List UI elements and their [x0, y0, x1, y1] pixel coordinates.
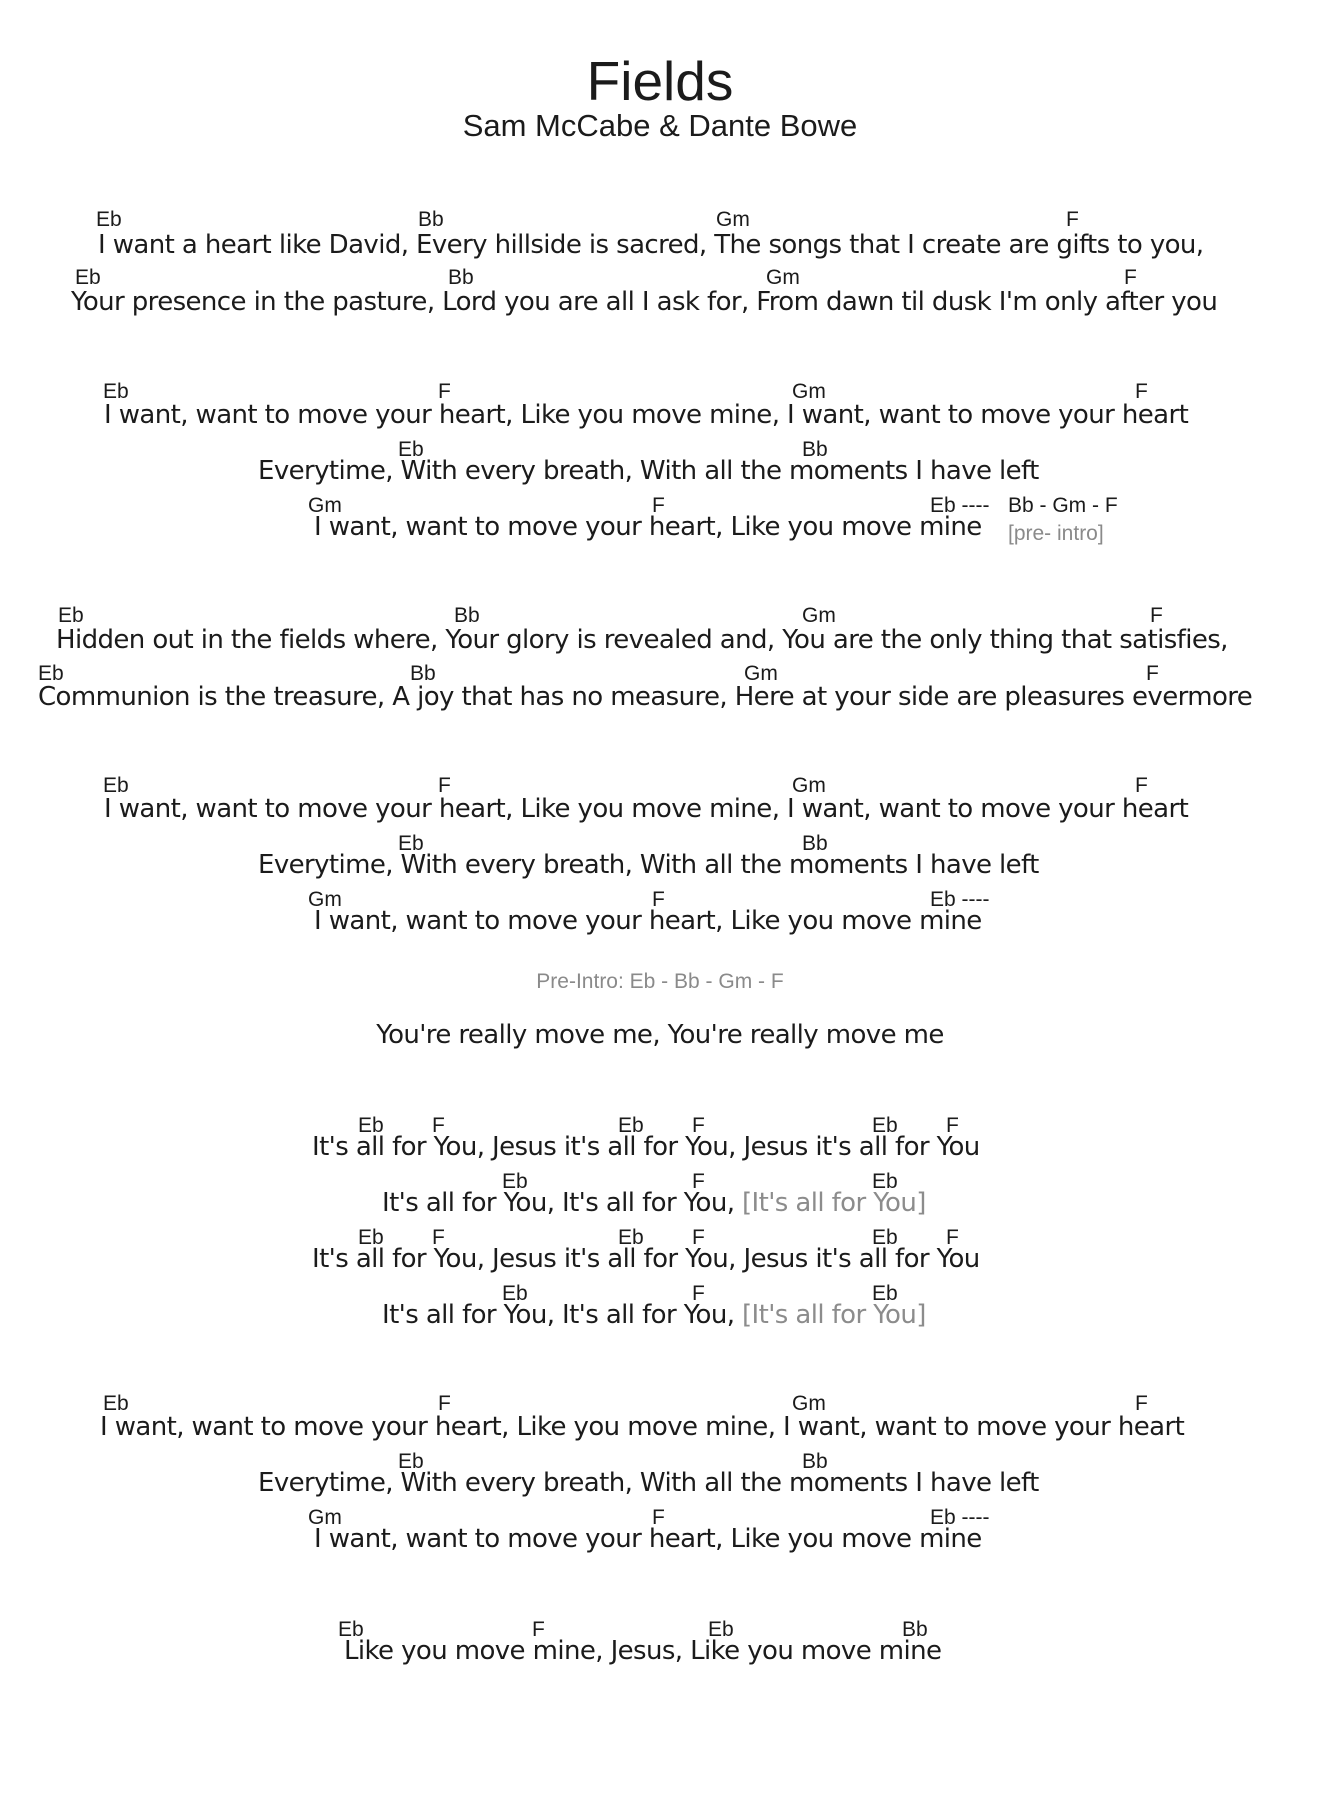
lyric-line: I want, want to move your heart, Like you move mine, I want, want to move your heart — [104, 400, 1189, 430]
lyric-line: Everytime, With every breath, With all the moments I have left — [258, 456, 1039, 486]
chord: Eb — [398, 832, 424, 855]
chord: F — [1124, 266, 1137, 289]
chord: Eb — [103, 774, 129, 797]
chord: Bb — [448, 266, 474, 289]
chord: Bb — [802, 832, 828, 855]
chord: Eb — [358, 1226, 384, 1249]
chord: Eb ---- — [930, 494, 990, 517]
lyric-line: Communion is the treasure, A joy that has no measure, Here at your side are pleasures evermore — [38, 682, 1253, 712]
chord: Bb — [802, 438, 828, 461]
chord: Eb — [708, 1618, 734, 1641]
chord: Gm — [716, 208, 750, 231]
chord: Bb — [454, 604, 480, 627]
chord: F — [438, 380, 451, 403]
chord: Gm — [308, 888, 342, 911]
chord: Eb ---- — [930, 888, 990, 911]
chord: F — [692, 1282, 705, 1305]
chord: F — [692, 1170, 705, 1193]
chord: Gm — [744, 662, 778, 685]
chord: F — [1135, 380, 1148, 403]
lyric-line: I want, want to move your heart, Like you move mine — [314, 906, 982, 936]
chord: Eb — [398, 1450, 424, 1473]
chord: F — [438, 1392, 451, 1415]
lyric-line: It's all for You, It's all for You, — [382, 1188, 735, 1218]
chord: Bb - Gm - F — [1008, 494, 1118, 517]
pre-intro-note: [pre- intro] — [1008, 522, 1104, 545]
interlude-line: You're really move me, You're really move me — [376, 1020, 944, 1050]
lyric-line: Everytime, With every breath, With all the moments I have left — [258, 850, 1039, 880]
chord: Eb — [618, 1226, 644, 1249]
chord: Gm — [308, 1506, 342, 1529]
chord: Eb — [502, 1282, 528, 1305]
chord: Bb — [802, 1450, 828, 1473]
chord: F — [432, 1114, 445, 1137]
chord: Eb — [338, 1618, 364, 1641]
chord: Bb — [418, 208, 444, 231]
lyric-line: I want a heart like David, Every hillside is sacred, The songs that I create are gifts to you, — [98, 230, 1204, 260]
chord: F — [432, 1226, 445, 1249]
chord: Eb — [872, 1226, 898, 1249]
chord: F — [692, 1114, 705, 1137]
chord: F — [652, 888, 665, 911]
chord: Gm — [792, 1392, 826, 1415]
lyric-line: It's all for You, It's all for You, — [382, 1300, 735, 1330]
lyric-line: I want, want to move your heart, Like you move mine — [314, 512, 982, 542]
chord: Eb ---- — [930, 1506, 990, 1529]
chord: Eb — [96, 208, 122, 231]
chord: Gm — [792, 774, 826, 797]
chord: Eb — [872, 1282, 898, 1305]
lyric-line: Your presence in the pasture, Lord you are all I ask for, From dawn til dusk I'm only after you — [71, 287, 1218, 317]
chord: F — [438, 774, 451, 797]
chord: Bb — [410, 662, 436, 685]
chord: F — [692, 1226, 705, 1249]
chord: Eb — [103, 1392, 129, 1415]
chord: Eb — [502, 1170, 528, 1193]
lyric-line: It's all for You, Jesus it's all for You, Jesus it's all for You — [312, 1132, 980, 1162]
chord: Eb — [358, 1114, 384, 1137]
chord: F — [946, 1226, 959, 1249]
chord: Eb — [38, 662, 64, 685]
chord: Eb — [872, 1114, 898, 1137]
lyric-line: Everytime, With every breath, With all the moments I have left — [258, 1468, 1039, 1498]
lyric-line: Like you move mine, Jesus, Like you move mine — [344, 1636, 942, 1666]
chord: Gm — [792, 380, 826, 403]
lyric-line: Hidden out in the fields where, Your glory is revealed and, You are the only thing that satisfies, — [56, 625, 1228, 655]
song-title: Fields — [586, 50, 734, 112]
chord: Eb — [75, 266, 101, 289]
song-artist: Sam McCabe & Dante Bowe — [462, 108, 858, 143]
chord: Eb — [103, 380, 129, 403]
chord: Bb — [902, 1618, 928, 1641]
chord: Eb — [872, 1170, 898, 1193]
chord: F — [1150, 604, 1163, 627]
chord: Eb — [398, 438, 424, 461]
chord: F — [652, 494, 665, 517]
lyric-line: I want, want to move your heart, Like you move mine — [314, 1524, 982, 1554]
chord: Gm — [802, 604, 836, 627]
chord: F — [652, 1506, 665, 1529]
chord: F — [1066, 208, 1079, 231]
echo-line: [It's all for You] — [742, 1188, 926, 1218]
lyric-line: I want, want to move your heart, Like you move mine, I want, want to move your heart — [104, 794, 1189, 824]
chord: Eb — [618, 1114, 644, 1137]
chord: F — [946, 1114, 959, 1137]
pre-intro-label: Pre-Intro: Eb - Bb - Gm - F — [536, 970, 784, 993]
chord: F — [1135, 774, 1148, 797]
echo-line: [It's all for You] — [742, 1300, 926, 1330]
chord: F — [1146, 662, 1159, 685]
chord: F — [532, 1618, 545, 1641]
chord: Gm — [766, 266, 800, 289]
chord: Eb — [58, 604, 84, 627]
lyric-line: It's all for You, Jesus it's all for You, Jesus it's all for You — [312, 1244, 980, 1274]
chord: F — [1135, 1392, 1148, 1415]
chord: Gm — [308, 494, 342, 517]
lyric-line: I want, want to move your heart, Like you move mine, I want, want to move your heart — [100, 1412, 1185, 1442]
